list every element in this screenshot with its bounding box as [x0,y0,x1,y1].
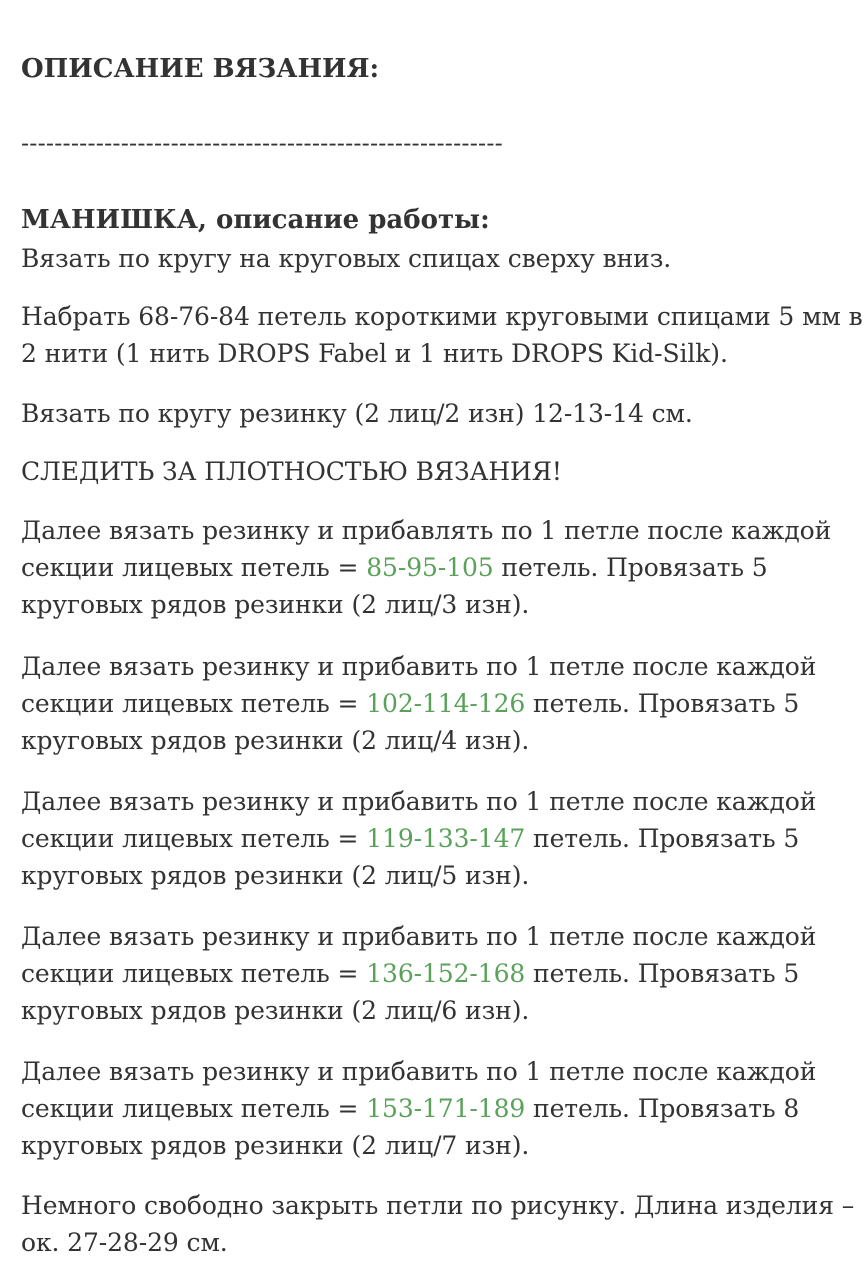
paragraph-line: круговых рядов резинки (2 лиц/5 изн). [21,861,530,890]
paragraph-line: Далее вязать резинку и прибавлять по 1 петле после каждой [21,516,832,545]
paragraph-increase-3 [21,783,851,894]
paragraph-line: Далее вязать резинку и прибавить по 1 петле после каждой [21,652,817,681]
stitch-count-highlight: 85-95-105 [366,553,494,582]
paragraph-line [21,549,851,586]
paragraph-line: ок. 27-28-29 см. [21,1228,228,1257]
paragraph-line: круговых рядов резинки (2 лиц/6 изн). [21,996,530,1025]
paragraph-line [21,685,851,722]
paragraph-bind-off [21,1187,855,1261]
paragraph-increase-4 [21,918,851,1029]
line-suffix: петель. Провязать 8 [525,1094,800,1123]
line-prefix: секции лицевых петель = [21,959,367,988]
line-suffix: петель. Провязать 5 [525,824,800,853]
line-prefix: секции лицевых петель = [21,824,367,853]
paragraph-line: 2 нити (1 нить DROPS Fabel и 1 нить DROPS Kid-Silk). [21,339,728,368]
line-suffix: петель. Провязать 5 [525,959,800,988]
paragraph-increase-5 [21,1053,851,1164]
line-prefix: секции лицевых петель = [21,689,367,718]
knitting-description-heading: ОПИСАНИЕ ВЯЗАНИЯ: [21,54,380,84]
stitch-count-highlight: 102-114-126 [366,689,526,718]
paragraph-cast-on [21,298,863,372]
stitch-count-highlight: 153-171-189 [366,1094,526,1123]
paragraph-line: круговых рядов резинки (2 лиц/7 изн). [21,1131,530,1160]
paragraph-line: Немного свободно закрыть петли по рисунку. Длина изделия – [21,1191,855,1220]
paragraph-rib [21,395,851,432]
line-prefix: секции лицевых петель = [21,1094,367,1123]
paragraph-line: круговых рядов резинки (2 лиц/4 изн). [21,726,530,755]
line-suffix: петель. Провязать 5 [493,553,768,582]
paragraph-line: Далее вязать резинку и прибавить по 1 петле после каждой [21,1057,817,1086]
line-prefix: секции лицевых петель = [21,553,367,582]
stitch-count-highlight: 136-152-168 [366,959,526,988]
paragraph-line: Вязать по кругу резинку (2 лиц/2 изн) 12-13-14 см. [21,399,693,428]
section-title: МАНИШКА, описание работы: [21,205,490,235]
paragraph-line: Вязать по кругу на круговых спицах сверху вниз. [21,244,672,273]
paragraph-increase-2 [21,648,851,759]
paragraph-increase-1 [21,512,851,623]
stitch-count-highlight: 119-133-147 [366,824,526,853]
line-suffix: петель. Провязать 5 [525,689,800,718]
paragraph-line [21,955,851,992]
paragraph-line: Далее вязать резинку и прибавить по 1 петле после каждой [21,922,817,951]
paragraph-line [21,1090,851,1127]
paragraph-line [21,820,851,857]
paragraph-line: круговых рядов резинки (2 лиц/3 изн). [21,590,530,619]
paragraph-line: СЛЕДИТЬ ЗА ПЛОТНОСТЬЮ ВЯЗАНИЯ! [21,457,562,486]
paragraph-line: Набрать 68-76-84 петель короткими круговыми спицами 5 мм в [21,302,863,331]
paragraph-gauge-warning [21,453,851,490]
section-divider: ---------------------------------------------------------- [21,129,503,157]
paragraph-circular-knitting [21,240,851,277]
paragraph-line: Далее вязать резинку и прибавить по 1 петле после каждой [21,787,817,816]
